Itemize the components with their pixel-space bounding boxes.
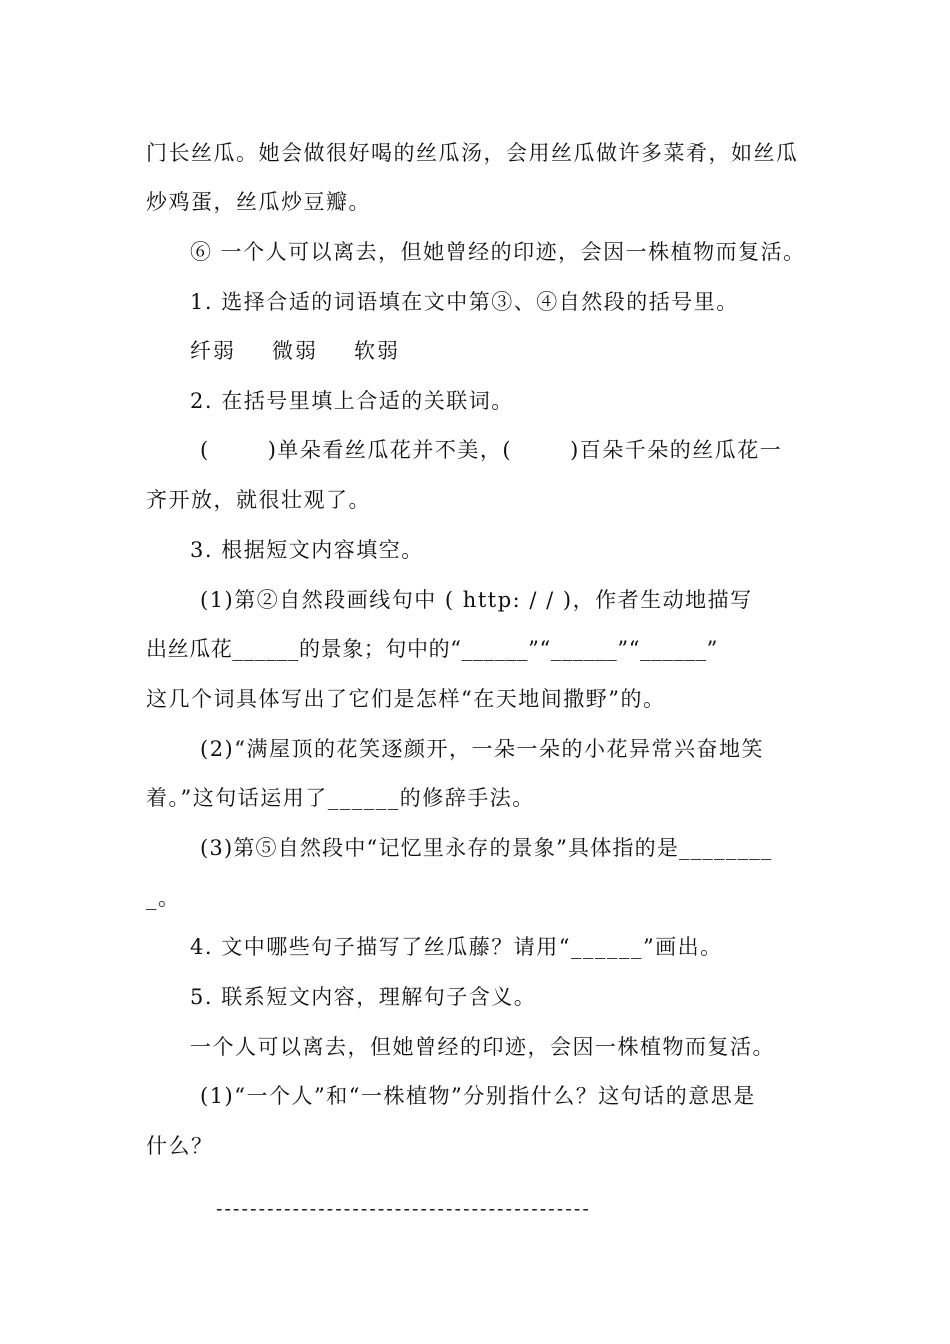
question-1: 1. 选择合适的词语填在文中第③、④自然段的括号里。 — [190, 290, 739, 314]
question-3: 3. 根据短文内容填空。 — [190, 538, 424, 562]
question-3-1-cont: 出丝瓜花______的景象；句中的“______”“______”“______” — [146, 637, 719, 661]
option-word: 纤弱 — [190, 339, 236, 363]
sentence-part: )百朵千朵的丝瓜花一 — [570, 438, 783, 462]
question-2-sentence-cont: 齐开放，就很壮观了。 — [146, 488, 371, 512]
passage-paragraph-6: ⑥ 一个人可以离去，但她曾经的印迹，会因一株植物而复活。 — [190, 240, 806, 264]
answer-line: -------------------------------------------- — [216, 1198, 591, 1220]
question-1-options — [190, 336, 806, 366]
question-3-1: (1)第②自然段画线句中 ( http: / / )，作者生动地描写 — [200, 588, 753, 612]
sentence-part: )单朵看丝瓜花并不美，( — [267, 438, 513, 462]
question-3-2: (2)“满屋顶的花笑逐颜开，一朵一朵的小花异常兴奋地笑 — [200, 737, 764, 761]
question-3-3: (3)第⑤自然段中“记忆里永存的景象”具体指的是________ — [200, 836, 773, 860]
question-2-sentence — [200, 435, 806, 465]
option-word: 微弱 — [272, 339, 318, 363]
blank-paren-open: ( — [200, 438, 210, 462]
passage-line: 炒鸡蛋，丝瓜炒豆瓣。 — [146, 190, 371, 214]
question-3-3-cont: _。 — [146, 886, 181, 910]
question-5-quote: 一个人可以离去，但她曾经的印迹，会因一株植物而复活。 — [190, 1035, 775, 1059]
question-5: 5. 联系短文内容，理解句子含义。 — [190, 985, 537, 1009]
question-3-2-cont: 着。”这句话运用了______的修辞手法。 — [146, 786, 535, 810]
passage-line: 门长丝瓜。她会做很好喝的丝瓜汤，会用丝瓜做许多菜肴，如丝瓜 — [146, 141, 799, 165]
question-5-1-cont: 什么？ — [146, 1134, 214, 1158]
question-3-1-cont: 这几个词具体写出了它们是怎样“在天地间撒野”的。 — [146, 687, 666, 711]
option-word: 软弱 — [354, 339, 400, 363]
question-4: 4. 文中哪些句子描写了丝瓜藤？请用“______”画出。 — [190, 935, 723, 959]
question-5-1: (1)“一个人”和“一株植物”分别指什么？这句话的意思是 — [200, 1084, 756, 1108]
question-2: 2. 在括号里填上合适的关联词。 — [190, 389, 514, 413]
